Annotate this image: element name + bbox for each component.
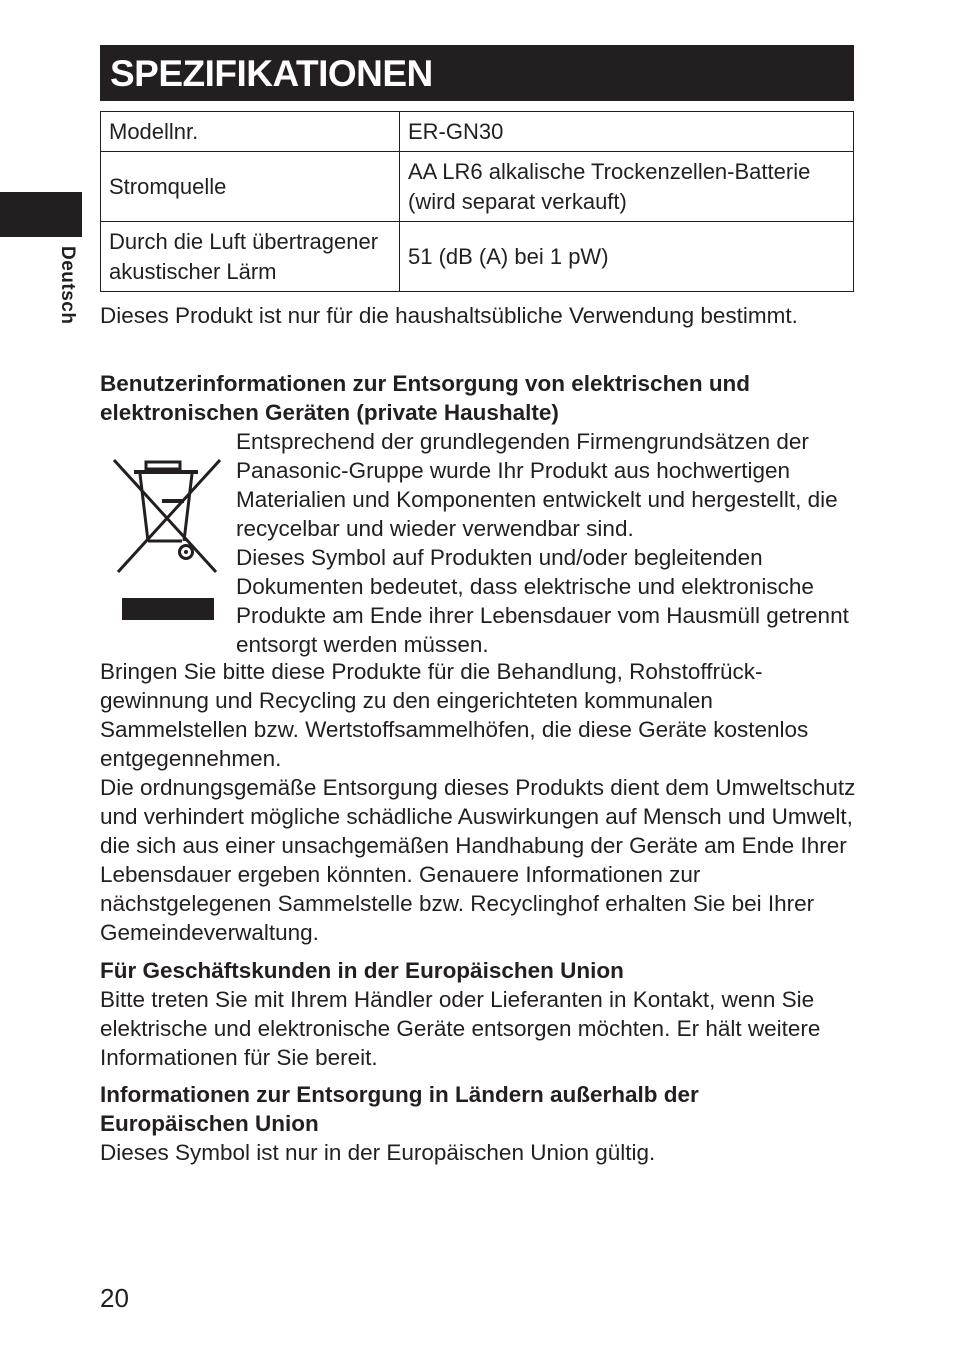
disposal-intro: Entsprechend der grundlegenden Firmengrundsätzen der Panasonic-Gruppe wurde Ihr Produkt aus hochwertigen Materialien und Komponenten entwickelt und hergestellt, die recycelbar und wieder verwendbar sind. bbox=[236, 429, 838, 541]
spec-value: 51 (dB (A) bei 1 pW) bbox=[400, 222, 854, 292]
page-number: 20 bbox=[100, 1283, 129, 1313]
page-title: SPEZIFIKATIONEN bbox=[100, 45, 854, 101]
crossed-out-wheelie-bin-icon bbox=[112, 456, 224, 620]
spec-label: Modellnr. bbox=[101, 112, 400, 152]
language-tab-label: Deutsch bbox=[57, 246, 78, 325]
table-row bbox=[101, 112, 854, 152]
outside-eu-heading: Informationen zur Entsorgung in Ländern außerhalb der Europäischen Union bbox=[100, 1082, 699, 1136]
usage-note: Dieses Produkt ist nur für die haushaltsübliche Verwendung bestimmt. bbox=[100, 303, 798, 328]
disposal-proper-text: Die ordnungsgemäße Entsorgung dieses Produkts dient dem Umweltschutz und verhindert mögliche schädliche Auswirkungen auf Mensch und Umwelt, die sich aus einer unsachgemäßen Handhabung der Geräte am Ende Ihrer Lebensdauer ergeben könnten. Genauere Informationen zur nächstgelegenen Sammelstelle bzw. Recyclinghof erhalten Sie bei Ihrer Gemeindeverwaltung. bbox=[100, 775, 856, 945]
disposal-heading: Benutzerinformationen zur Entsorgung von elektrischen und elektronischen Geräten (private Haushalte) bbox=[100, 371, 751, 425]
spec-value: ER-GN30 bbox=[400, 112, 854, 152]
language-tab bbox=[0, 192, 82, 237]
disposal-bring-text: Bringen Sie bitte diese Produkte für die Behandlung, Rohstoffrück-gewinnung und Recycling zu den eingerichteten kommunalen Sammelstellen bzw. Wertstoffsammelhöfen, die diese Geräte kostenlos entgegennehmen. bbox=[100, 659, 809, 771]
disposal-symbol-text: Dieses Symbol auf Produkten und/oder begleitenden Dokumenten bedeutet, dass elektrische und elektronische Produkte am Ende ihrer Lebensdauer vom Hausmüll getrennt entsorgt werden müssen. bbox=[236, 545, 849, 657]
outside-eu-text: Dieses Symbol ist nur in der Europäischen Union gültig. bbox=[100, 1140, 656, 1165]
table-row bbox=[101, 222, 854, 292]
spec-value: AA LR6 alkalische Trockenzellen-Batterie (wird separat verkauft) bbox=[400, 152, 854, 222]
business-heading: Für Geschäftskunden in der Europäischen Union bbox=[100, 958, 624, 983]
table-row bbox=[101, 152, 854, 222]
spec-label: Stromquelle bbox=[101, 152, 400, 222]
business-text: Bitte treten Sie mit Ihrem Händler oder Lieferanten in Kontakt, wenn Sie elektrische und elektronische Geräte entsorgen möchten. Er hält weitere Informationen für Sie bereit. bbox=[100, 987, 821, 1070]
spec-label: Durch die Luft übertragener akustischer Lärm bbox=[101, 222, 400, 292]
spec-table bbox=[100, 111, 854, 292]
